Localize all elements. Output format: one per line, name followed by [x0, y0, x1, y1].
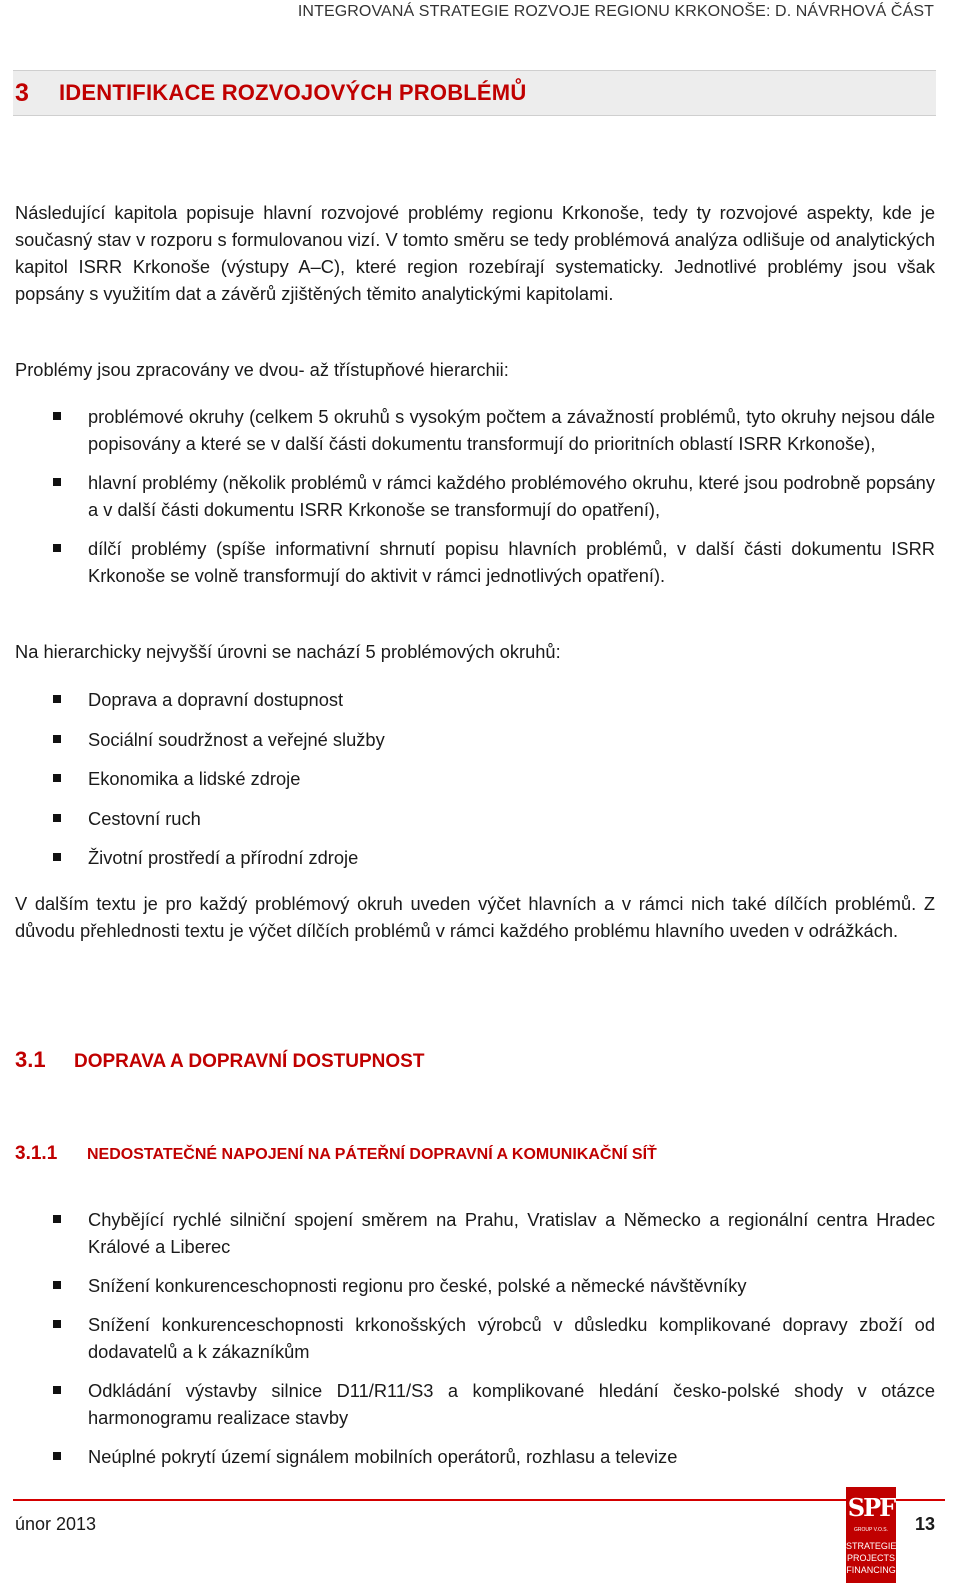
- square-bullet-icon: [53, 853, 61, 861]
- list-item: problémové okruhy (celkem 5 okruhů s vysokým počtem a závažností problémů, tyto okruhy nejsou dále popisovány a které se v další části dokumentu transformují do prioritních oblastí ISRR Krkonoše),: [0, 403, 935, 457]
- further-text-paragraph: V dalším textu je pro každý problémový okruh uveden výčet hlavních a v rámci nich také dílčích problémů. Z důvodu přehlednosti textu je výčet dílčích problémů v rámci každého problému hlavního uveden v odrážkách.: [15, 893, 935, 941]
- chapter-heading: [13, 70, 936, 116]
- logo-subtitle: GROUP V.O.S.: [846, 1527, 896, 1533]
- list-item: Doprava a dopravní dostupnost: [0, 686, 935, 713]
- section-heading: [15, 1047, 424, 1073]
- square-bullet-icon: [53, 735, 61, 743]
- subsection-number: 3.1.1: [15, 1143, 58, 1164]
- list-item: Ekonomika a lidské zdroje: [0, 765, 935, 792]
- list-item: Cestovní ruch: [0, 805, 935, 832]
- list-item: Neúplné pokrytí území signálem mobilních operátorů, rozhlasu a televize: [0, 1443, 935, 1470]
- square-bullet-icon: [53, 1386, 61, 1394]
- square-bullet-icon: [53, 412, 61, 420]
- footer-divider: [13, 1499, 945, 1501]
- square-bullet-icon: [53, 1215, 61, 1223]
- page-number: 13: [914, 1514, 935, 1534]
- square-bullet-icon: [53, 1452, 61, 1460]
- subsection-heading: [15, 1143, 657, 1165]
- problem-areas-list: [0, 686, 935, 884]
- square-bullet-icon: [53, 774, 61, 782]
- square-bullet-icon: [53, 544, 61, 552]
- list-item: Odkládání výstavby silnice D11/R11/S3 a komplikované hledání česko-polské shody v otázce harmonogramu realizace stavby: [0, 1377, 935, 1431]
- subsection-title: NEDOSTATEČNÉ NAPOJENÍ NA PÁTEŘNÍ DOPRAVNÍ A KOMUNIKAČNÍ SÍŤ: [87, 1146, 657, 1163]
- chapter-number: 3: [15, 78, 29, 107]
- list-item: dílčí problémy (spíše informativní shrnutí popisu hlavních problémů, v další části dokumentu ISRR Krkonoše se volně transformují do aktivit v rámci jednotlivých opatření).: [0, 535, 935, 589]
- list-item: Životní prostředí a přírodní zdroje: [0, 844, 935, 871]
- running-header: INTEGROVANÁ STRATEGIE ROZVOJE REGIONU KRKONOŠE: D. NÁVRHOVÁ ČÁST: [297, 3, 934, 20]
- logo-text: STRATEGIES PROJECTS FINANCING: [846, 1533, 896, 1583]
- subproblems-list: [0, 1206, 935, 1482]
- footer-date: únor 2013: [15, 1514, 97, 1534]
- section-title: DOPRAVA A DOPRAVNÍ DOSTUPNOST: [74, 1051, 425, 1072]
- square-bullet-icon: [53, 695, 61, 703]
- list-item: Sociální soudržnost a veřejné služby: [0, 726, 935, 753]
- list-item: Snížení konkurenceschopnosti krkonošských výrobců v důsledku komplikované dopravy zboží od dodavatelů a k zákazníkům: [0, 1311, 935, 1365]
- top-level-intro: Na hierarchicky nejvyšší úrovni se nachází 5 problémových okruhů:: [15, 641, 561, 662]
- intro-paragraph: Následující kapitola popisuje hlavní rozvojové problémy regionu Krkonoše, tedy ty rozvojové aspekty, kde je současný stav v rozporu s formulovanou vizí. V tomto směru se tedy problémová analýza odlišuje od analytických kapitol ISRR Krkonoše (výstupy A–C), které region rozebírají systematicky. Jednotlivé problémy jsou však popsány s využitím dat a závěrů zjištěných těmito analytickými kapitolami.: [15, 202, 935, 304]
- square-bullet-icon: [53, 1320, 61, 1328]
- spf-logo: [846, 1487, 903, 1583]
- list-item: Chybějící rychlé silniční spojení směrem na Prahu, Vratislav a Německo a regionální centra Hradec Králové a Liberec: [0, 1206, 935, 1260]
- hierarchy-list: [0, 403, 935, 601]
- hierarchy-intro: Problémy jsou zpracovány ve dvou- až třístupňové hierarchii:: [15, 359, 509, 380]
- square-bullet-icon: [53, 478, 61, 486]
- logo-mark: SPF: [846, 1487, 896, 1527]
- chapter-title: IDENTIFIKACE ROZVOJOVÝCH PROBLÉMŮ: [59, 80, 527, 105]
- square-bullet-icon: [53, 1281, 61, 1289]
- list-item: Snížení konkurenceschopnosti regionu pro české, polské a německé návštěvníky: [0, 1272, 935, 1299]
- list-item: hlavní problémy (několik problémů v rámci každého problémového okruhu, které jsou podrobně popsány a v další části dokumentu ISRR Krkonoše se transformují do opatření),: [0, 469, 935, 523]
- section-number: 3.1: [15, 1047, 46, 1072]
- square-bullet-icon: [53, 814, 61, 822]
